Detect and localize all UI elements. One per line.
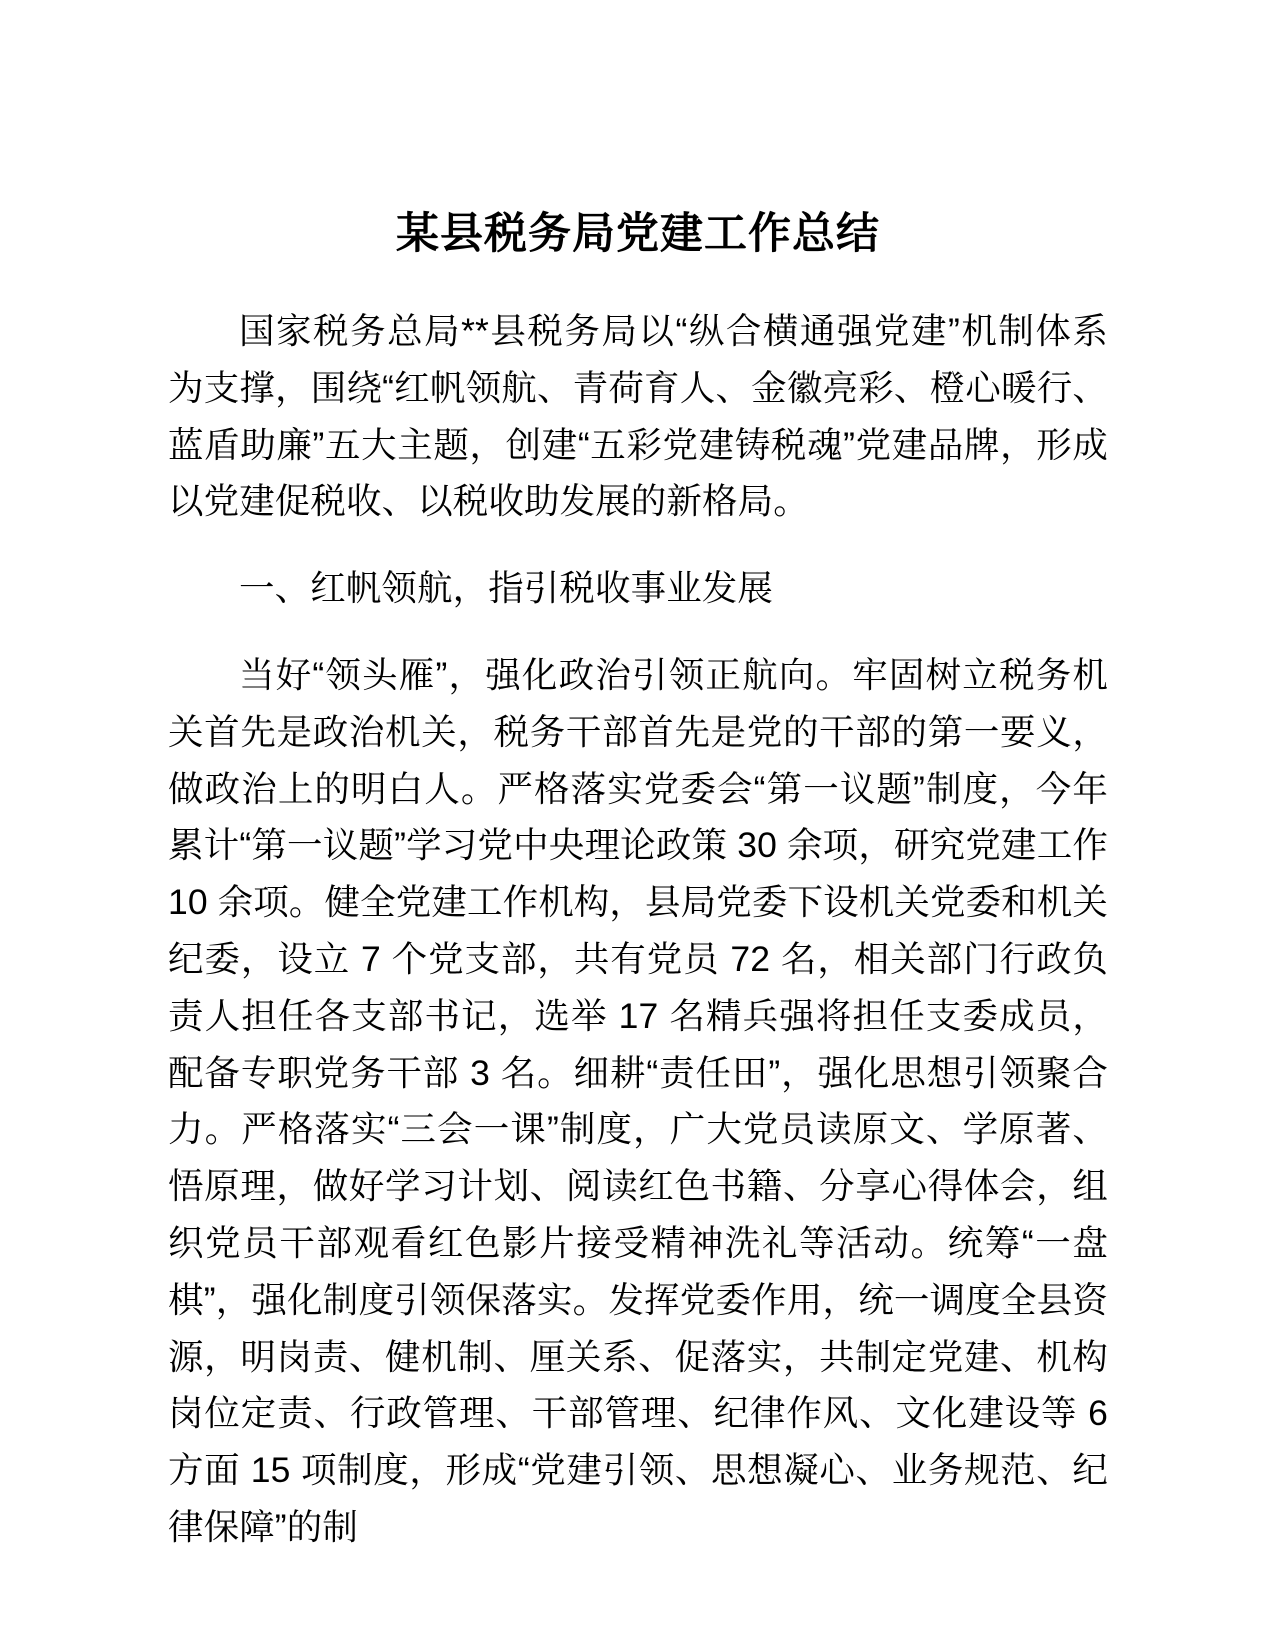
section-1-body-paragraph: 当好“领头雁”，强化政治引领正航向。牢固树立税务机关首先是政治机关，税务干部首先是党的干部的第一要义，做政治上的明白人。严格落实党委会“第一议题”制度，今年累计“第一议题”学习党中央理论政策 30 余项，研究党建工作 10 余项。健全党建工作机构，县局党委下设机关党委和机关纪委，设立 7 个党支部，共有党员 72 名，相关部门行政负责人担任各支部书记，选举 17 名精兵强将担任支委成员，配备专职党务干部 3 名。细耕“责任田”，强化思想引领聚合力。严格落实“三会一课”制度，广大党员读原文、学原著、悟原理，做好学习计划、阅读红色书籍、分享心得体会，组织党员干部观看红色影片接受精神洗礼等活动。统筹“一盘棋”，强化制度引领保落实。发挥党委作用，统一调度全县资源，明岗责、健机制、厘关系、促落实，共制定党建、机构岗位定责、行政管理、干部管理、纪律作风、文化建设等 6 方面 15 项制度，形成“党建引领、思想凝心、业务规范、纪律保障”的制 — [168, 655, 1108, 1547]
page-title: 某县税务局党建工作总结 — [396, 210, 880, 258]
section-heading-1: 一、红帆领航，指引税收事业发展 — [239, 568, 774, 609]
document-content — [168, 0, 1108, 1556]
intro-paragraph: 国家税务总局**县税务局以“纵合横通强党建”机制体系为支撑，围绕“红帆领航、青荷育人、金徽亮彩、橙心暖行、蓝盾助廉”五大主题，创建“五彩党建铸税魂”党建品牌，形成以党建促税收、以税收助发展的新格局。 — [168, 311, 1108, 522]
